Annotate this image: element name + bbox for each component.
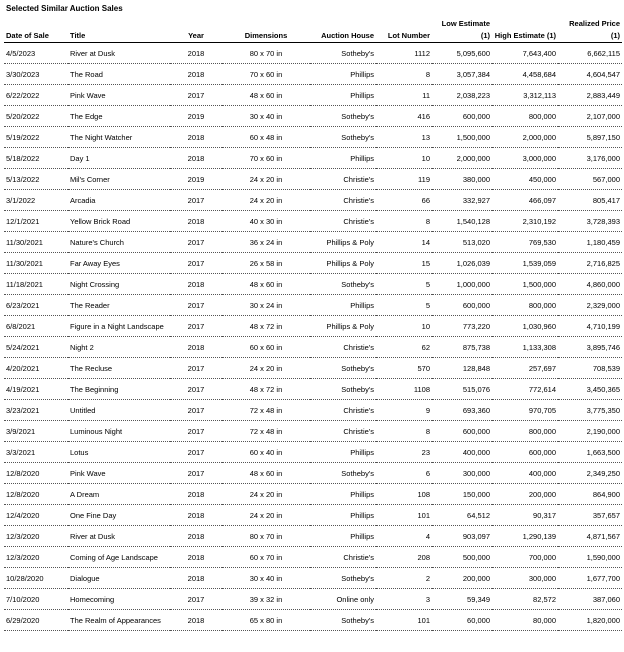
auction-house-cell: Sotheby's xyxy=(310,463,376,484)
title-cell: Coming of Age Landscape xyxy=(68,547,170,568)
title-cell: Nature's Church xyxy=(68,232,170,253)
col-header-auction-house: Auction House xyxy=(310,16,376,43)
dimensions-cell: 60 x 40 in xyxy=(222,442,310,463)
low-estimate-cell: 59,349 xyxy=(432,589,492,610)
high-estimate-cell: 2,000,000 xyxy=(492,127,558,148)
high-estimate-cell: 1,539,059 xyxy=(492,253,558,274)
realized-price-cell: 3,176,000 xyxy=(558,148,622,169)
table-row xyxy=(4,169,622,190)
date-cell: 4/20/2021 xyxy=(4,358,68,379)
date-cell: 12/4/2020 xyxy=(4,505,68,526)
realized-price-cell: 357,657 xyxy=(558,505,622,526)
auction-house-cell: Phillips & Poly xyxy=(310,232,376,253)
auction-house-cell: Phillips xyxy=(310,64,376,85)
realized-price-cell: 3,775,350 xyxy=(558,400,622,421)
dimensions-cell: 24 x 20 in xyxy=(222,169,310,190)
date-cell: 6/23/2021 xyxy=(4,295,68,316)
high-estimate-cell: 800,000 xyxy=(492,106,558,127)
title-cell: Arcadia xyxy=(68,190,170,211)
auction-house-cell: Phillips xyxy=(310,505,376,526)
title-cell: River at Dusk xyxy=(68,43,170,64)
realized-price-cell: 4,860,000 xyxy=(558,274,622,295)
table-row xyxy=(4,547,622,568)
date-cell: 11/18/2021 xyxy=(4,274,68,295)
lot-number-cell: 208 xyxy=(376,547,432,568)
low-estimate-cell: 693,360 xyxy=(432,400,492,421)
low-estimate-cell: 903,097 xyxy=(432,526,492,547)
title-cell: Far Away Eyes xyxy=(68,253,170,274)
year-cell: 2018 xyxy=(170,610,222,631)
table-row xyxy=(4,190,622,211)
header-row xyxy=(4,16,622,43)
dimensions-cell: 24 x 20 in xyxy=(222,190,310,211)
realized-price-cell: 805,417 xyxy=(558,190,622,211)
high-estimate-cell: 800,000 xyxy=(492,295,558,316)
auction-house-cell: Phillips xyxy=(310,442,376,463)
date-cell: 5/13/2022 xyxy=(4,169,68,190)
date-cell: 11/30/2021 xyxy=(4,232,68,253)
table-row xyxy=(4,337,622,358)
low-estimate-cell: 600,000 xyxy=(432,421,492,442)
table-row xyxy=(4,589,622,610)
lot-number-cell: 1108 xyxy=(376,379,432,400)
lot-number-cell: 5 xyxy=(376,274,432,295)
realized-price-cell: 1,590,000 xyxy=(558,547,622,568)
realized-price-cell: 1,820,000 xyxy=(558,610,622,631)
low-estimate-cell: 513,020 xyxy=(432,232,492,253)
date-cell: 11/30/2021 xyxy=(4,253,68,274)
high-estimate-cell: 80,000 xyxy=(492,610,558,631)
title-cell: Mil's Corner xyxy=(68,169,170,190)
high-estimate-cell: 466,097 xyxy=(492,190,558,211)
realized-price-cell: 4,710,199 xyxy=(558,316,622,337)
lot-number-cell: 15 xyxy=(376,253,432,274)
auction-house-cell: Sotheby's xyxy=(310,610,376,631)
year-cell: 2017 xyxy=(170,232,222,253)
low-estimate-cell: 400,000 xyxy=(432,442,492,463)
col-header-title: Title xyxy=(68,16,170,43)
high-estimate-cell: 300,000 xyxy=(492,568,558,589)
dimensions-cell: 39 x 32 in xyxy=(222,589,310,610)
date-cell: 3/23/2021 xyxy=(4,400,68,421)
auction-house-cell: Christie's xyxy=(310,190,376,211)
title-cell: A Dream xyxy=(68,484,170,505)
lot-number-cell: 3 xyxy=(376,589,432,610)
table-row xyxy=(4,358,622,379)
high-estimate-cell: 772,614 xyxy=(492,379,558,400)
dimensions-cell: 72 x 48 in xyxy=(222,421,310,442)
dimensions-cell: 60 x 70 in xyxy=(222,547,310,568)
dimensions-cell: 48 x 60 in xyxy=(222,274,310,295)
year-cell: 2017 xyxy=(170,190,222,211)
auction-house-cell: Phillips xyxy=(310,85,376,106)
realized-price-cell: 2,329,000 xyxy=(558,295,622,316)
col-header-year: Year xyxy=(170,16,222,43)
high-estimate-cell: 800,000 xyxy=(492,421,558,442)
lot-number-cell: 108 xyxy=(376,484,432,505)
title-cell: Homecoming xyxy=(68,589,170,610)
high-estimate-cell: 1,133,308 xyxy=(492,337,558,358)
date-cell: 3/9/2021 xyxy=(4,421,68,442)
year-cell: 2018 xyxy=(170,127,222,148)
table-row xyxy=(4,421,622,442)
auction-house-cell: Phillips xyxy=(310,148,376,169)
dimensions-cell: 48 x 60 in xyxy=(222,463,310,484)
auction-sales-table xyxy=(4,16,622,631)
low-estimate-cell: 60,000 xyxy=(432,610,492,631)
year-cell: 2018 xyxy=(170,64,222,85)
dimensions-cell: 60 x 60 in xyxy=(222,337,310,358)
low-estimate-cell: 1,540,128 xyxy=(432,211,492,232)
date-cell: 5/19/2022 xyxy=(4,127,68,148)
table-row xyxy=(4,43,622,64)
high-estimate-cell: 700,000 xyxy=(492,547,558,568)
realized-price-cell: 2,107,000 xyxy=(558,106,622,127)
date-cell: 4/5/2023 xyxy=(4,43,68,64)
table-row xyxy=(4,232,622,253)
col-header-dimensions: Dimensions xyxy=(222,16,310,43)
lot-number-cell: 416 xyxy=(376,106,432,127)
high-estimate-cell: 7,643,400 xyxy=(492,43,558,64)
lot-number-cell: 66 xyxy=(376,190,432,211)
realized-price-cell: 2,349,250 xyxy=(558,463,622,484)
realized-price-cell: 2,883,449 xyxy=(558,85,622,106)
dimensions-cell: 30 x 40 in xyxy=(222,568,310,589)
low-estimate-cell: 600,000 xyxy=(432,295,492,316)
high-estimate-cell: 82,572 xyxy=(492,589,558,610)
table-row xyxy=(4,463,622,484)
table-row xyxy=(4,568,622,589)
dimensions-cell: 36 x 24 in xyxy=(222,232,310,253)
dimensions-cell: 26 x 58 in xyxy=(222,253,310,274)
realized-price-cell: 567,000 xyxy=(558,169,622,190)
year-cell: 2017 xyxy=(170,442,222,463)
dimensions-cell: 48 x 72 in xyxy=(222,316,310,337)
realized-price-cell: 4,871,567 xyxy=(558,526,622,547)
year-cell: 2017 xyxy=(170,316,222,337)
lot-number-cell: 101 xyxy=(376,610,432,631)
date-cell: 12/3/2020 xyxy=(4,526,68,547)
auction-house-cell: Phillips & Poly xyxy=(310,316,376,337)
table-row xyxy=(4,316,622,337)
realized-price-cell: 864,900 xyxy=(558,484,622,505)
table-row xyxy=(4,442,622,463)
title-cell: Yellow Brick Road xyxy=(68,211,170,232)
date-cell: 5/20/2022 xyxy=(4,106,68,127)
title-cell: The Road xyxy=(68,64,170,85)
table-row xyxy=(4,253,622,274)
year-cell: 2017 xyxy=(170,589,222,610)
auction-house-cell: Christie's xyxy=(310,421,376,442)
auction-house-cell: Christie's xyxy=(310,169,376,190)
year-cell: 2018 xyxy=(170,148,222,169)
date-cell: 6/8/2021 xyxy=(4,316,68,337)
title-cell: River at Dusk xyxy=(68,526,170,547)
year-cell: 2017 xyxy=(170,85,222,106)
year-cell: 2018 xyxy=(170,484,222,505)
auction-house-cell: Christie's xyxy=(310,337,376,358)
dimensions-cell: 80 x 70 in xyxy=(222,526,310,547)
low-estimate-cell: 2,000,000 xyxy=(432,148,492,169)
table-row xyxy=(4,127,622,148)
realized-price-cell: 6,662,115 xyxy=(558,43,622,64)
lot-number-cell: 6 xyxy=(376,463,432,484)
title-cell: Untitled xyxy=(68,400,170,421)
year-cell: 2018 xyxy=(170,274,222,295)
lot-number-cell: 13 xyxy=(376,127,432,148)
auction-house-cell: Sotheby's xyxy=(310,43,376,64)
date-cell: 4/19/2021 xyxy=(4,379,68,400)
lot-number-cell: 14 xyxy=(376,232,432,253)
low-estimate-cell: 332,927 xyxy=(432,190,492,211)
dimensions-cell: 70 x 60 in xyxy=(222,64,310,85)
col-header-date: Date of Sale xyxy=(4,16,68,43)
year-cell: 2018 xyxy=(170,505,222,526)
dimensions-cell: 48 x 60 in xyxy=(222,85,310,106)
table-row xyxy=(4,85,622,106)
col-header-lot-number: Lot Number xyxy=(376,16,432,43)
auction-house-cell: Phillips xyxy=(310,526,376,547)
year-cell: 2018 xyxy=(170,43,222,64)
low-estimate-cell: 64,512 xyxy=(432,505,492,526)
col-header-high-estimate: High Estimate (1) xyxy=(492,16,558,43)
title-cell: The Reader xyxy=(68,295,170,316)
table-title: Selected Similar Auction Sales xyxy=(6,4,123,13)
year-cell: 2017 xyxy=(170,253,222,274)
title-cell: The Beginning xyxy=(68,379,170,400)
table-row xyxy=(4,211,622,232)
high-estimate-cell: 970,705 xyxy=(492,400,558,421)
realized-price-cell: 3,728,393 xyxy=(558,211,622,232)
year-cell: 2017 xyxy=(170,463,222,484)
date-cell: 3/3/2021 xyxy=(4,442,68,463)
auction-house-cell: Sotheby's xyxy=(310,106,376,127)
date-cell: 3/30/2023 xyxy=(4,64,68,85)
dimensions-cell: 30 x 24 in xyxy=(222,295,310,316)
realized-price-cell: 1,180,459 xyxy=(558,232,622,253)
high-estimate-cell: 90,317 xyxy=(492,505,558,526)
high-estimate-cell: 257,697 xyxy=(492,358,558,379)
low-estimate-cell: 3,057,384 xyxy=(432,64,492,85)
dimensions-cell: 40 x 30 in xyxy=(222,211,310,232)
high-estimate-cell: 450,000 xyxy=(492,169,558,190)
low-estimate-cell: 1,500,000 xyxy=(432,127,492,148)
lot-number-cell: 23 xyxy=(376,442,432,463)
auction-house-cell: Sotheby's xyxy=(310,358,376,379)
low-estimate-cell: 500,000 xyxy=(432,547,492,568)
table-row xyxy=(4,148,622,169)
date-cell: 12/3/2020 xyxy=(4,547,68,568)
title-cell: Lotus xyxy=(68,442,170,463)
realized-price-cell: 3,895,746 xyxy=(558,337,622,358)
table-row xyxy=(4,526,622,547)
high-estimate-cell: 400,000 xyxy=(492,463,558,484)
realized-price-cell: 1,663,500 xyxy=(558,442,622,463)
realized-price-cell: 387,060 xyxy=(558,589,622,610)
high-estimate-cell: 3,312,113 xyxy=(492,85,558,106)
auction-house-cell: Christie's xyxy=(310,400,376,421)
table-row xyxy=(4,106,622,127)
dimensions-cell: 24 x 20 in xyxy=(222,505,310,526)
dimensions-cell: 48 x 72 in xyxy=(222,379,310,400)
auction-house-cell: Sotheby's xyxy=(310,379,376,400)
year-cell: 2018 xyxy=(170,568,222,589)
high-estimate-cell: 1,290,139 xyxy=(492,526,558,547)
table-row xyxy=(4,400,622,421)
date-cell: 7/10/2020 xyxy=(4,589,68,610)
lot-number-cell: 9 xyxy=(376,400,432,421)
lot-number-cell: 570 xyxy=(376,358,432,379)
title-cell: One Fine Day xyxy=(68,505,170,526)
auction-house-cell: Christie's xyxy=(310,211,376,232)
low-estimate-cell: 150,000 xyxy=(432,484,492,505)
low-estimate-cell: 300,000 xyxy=(432,463,492,484)
high-estimate-cell: 3,000,000 xyxy=(492,148,558,169)
title-cell: Dialogue xyxy=(68,568,170,589)
col-header-low-estimate: Low Estimate (1) xyxy=(432,16,492,43)
realized-price-cell: 708,539 xyxy=(558,358,622,379)
high-estimate-cell: 2,310,192 xyxy=(492,211,558,232)
dimensions-cell: 70 x 60 in xyxy=(222,148,310,169)
dimensions-cell: 30 x 40 in xyxy=(222,106,310,127)
high-estimate-cell: 1,500,000 xyxy=(492,274,558,295)
low-estimate-cell: 1,000,000 xyxy=(432,274,492,295)
lot-number-cell: 4 xyxy=(376,526,432,547)
lot-number-cell: 11 xyxy=(376,85,432,106)
high-estimate-cell: 4,458,684 xyxy=(492,64,558,85)
dimensions-cell: 65 x 80 in xyxy=(222,610,310,631)
date-cell: 6/22/2022 xyxy=(4,85,68,106)
auction-house-cell: Phillips xyxy=(310,484,376,505)
title-cell: The Edge xyxy=(68,106,170,127)
lot-number-cell: 5 xyxy=(376,295,432,316)
title-cell: Night Crossing xyxy=(68,274,170,295)
title-cell: Figure in a Night Landscape xyxy=(68,316,170,337)
year-cell: 2017 xyxy=(170,379,222,400)
auction-house-cell: Sotheby's xyxy=(310,274,376,295)
low-estimate-cell: 5,095,600 xyxy=(432,43,492,64)
low-estimate-cell: 875,738 xyxy=(432,337,492,358)
year-cell: 2019 xyxy=(170,169,222,190)
table-row xyxy=(4,505,622,526)
year-cell: 2017 xyxy=(170,295,222,316)
table-row xyxy=(4,295,622,316)
high-estimate-cell: 600,000 xyxy=(492,442,558,463)
dimensions-cell: 24 x 20 in xyxy=(222,484,310,505)
table-row xyxy=(4,64,622,85)
low-estimate-cell: 600,000 xyxy=(432,106,492,127)
auction-house-cell: Sotheby's xyxy=(310,568,376,589)
year-cell: 2019 xyxy=(170,106,222,127)
realized-price-cell: 1,677,700 xyxy=(558,568,622,589)
year-cell: 2018 xyxy=(170,337,222,358)
auction-house-cell: Online only xyxy=(310,589,376,610)
lot-number-cell: 101 xyxy=(376,505,432,526)
dimensions-cell: 60 x 48 in xyxy=(222,127,310,148)
date-cell: 12/1/2021 xyxy=(4,211,68,232)
year-cell: 2018 xyxy=(170,211,222,232)
low-estimate-cell: 128,848 xyxy=(432,358,492,379)
auction-house-cell: Phillips xyxy=(310,295,376,316)
title-cell: The Night Watcher xyxy=(68,127,170,148)
date-cell: 6/29/2020 xyxy=(4,610,68,631)
realized-price-cell: 4,604,547 xyxy=(558,64,622,85)
lot-number-cell: 2 xyxy=(376,568,432,589)
year-cell: 2017 xyxy=(170,400,222,421)
auction-house-cell: Phillips & Poly xyxy=(310,253,376,274)
high-estimate-cell: 1,030,960 xyxy=(492,316,558,337)
title-cell: Night 2 xyxy=(68,337,170,358)
low-estimate-cell: 380,000 xyxy=(432,169,492,190)
date-cell: 12/8/2020 xyxy=(4,484,68,505)
auction-house-cell: Christie's xyxy=(310,547,376,568)
lot-number-cell: 10 xyxy=(376,148,432,169)
dimensions-cell: 80 x 70 in xyxy=(222,43,310,64)
title-cell: The Recluse xyxy=(68,358,170,379)
auction-house-cell: Sotheby's xyxy=(310,127,376,148)
date-cell: 5/24/2021 xyxy=(4,337,68,358)
col-header-realized-price: Realized Price (1) xyxy=(558,16,622,43)
realized-price-cell: 3,450,365 xyxy=(558,379,622,400)
title-cell: Pink Wave xyxy=(68,463,170,484)
date-cell: 3/1/2022 xyxy=(4,190,68,211)
year-cell: 2017 xyxy=(170,421,222,442)
realized-price-cell: 2,716,825 xyxy=(558,253,622,274)
low-estimate-cell: 515,076 xyxy=(432,379,492,400)
date-cell: 10/28/2020 xyxy=(4,568,68,589)
title-cell: Luminous Night xyxy=(68,421,170,442)
dimensions-cell: 24 x 20 in xyxy=(222,358,310,379)
lot-number-cell: 1112 xyxy=(376,43,432,64)
lot-number-cell: 8 xyxy=(376,211,432,232)
high-estimate-cell: 200,000 xyxy=(492,484,558,505)
title-cell: Pink Wave xyxy=(68,85,170,106)
date-cell: 12/8/2020 xyxy=(4,463,68,484)
title-cell: Day 1 xyxy=(68,148,170,169)
table-row xyxy=(4,274,622,295)
year-cell: 2018 xyxy=(170,526,222,547)
low-estimate-cell: 200,000 xyxy=(432,568,492,589)
low-estimate-cell: 2,038,223 xyxy=(432,85,492,106)
year-cell: 2017 xyxy=(170,358,222,379)
date-cell: 5/18/2022 xyxy=(4,148,68,169)
year-cell: 2018 xyxy=(170,547,222,568)
lot-number-cell: 8 xyxy=(376,421,432,442)
low-estimate-cell: 773,220 xyxy=(432,316,492,337)
title-cell: The Realm of Appearances xyxy=(68,610,170,631)
high-estimate-cell: 769,530 xyxy=(492,232,558,253)
lot-number-cell: 119 xyxy=(376,169,432,190)
dimensions-cell: 72 x 48 in xyxy=(222,400,310,421)
low-estimate-cell: 1,026,039 xyxy=(432,253,492,274)
table-row xyxy=(4,610,622,631)
table-row xyxy=(4,379,622,400)
lot-number-cell: 8 xyxy=(376,64,432,85)
lot-number-cell: 62 xyxy=(376,337,432,358)
realized-price-cell: 2,190,000 xyxy=(558,421,622,442)
lot-number-cell: 10 xyxy=(376,316,432,337)
table-row xyxy=(4,484,622,505)
realized-price-cell: 5,897,150 xyxy=(558,127,622,148)
